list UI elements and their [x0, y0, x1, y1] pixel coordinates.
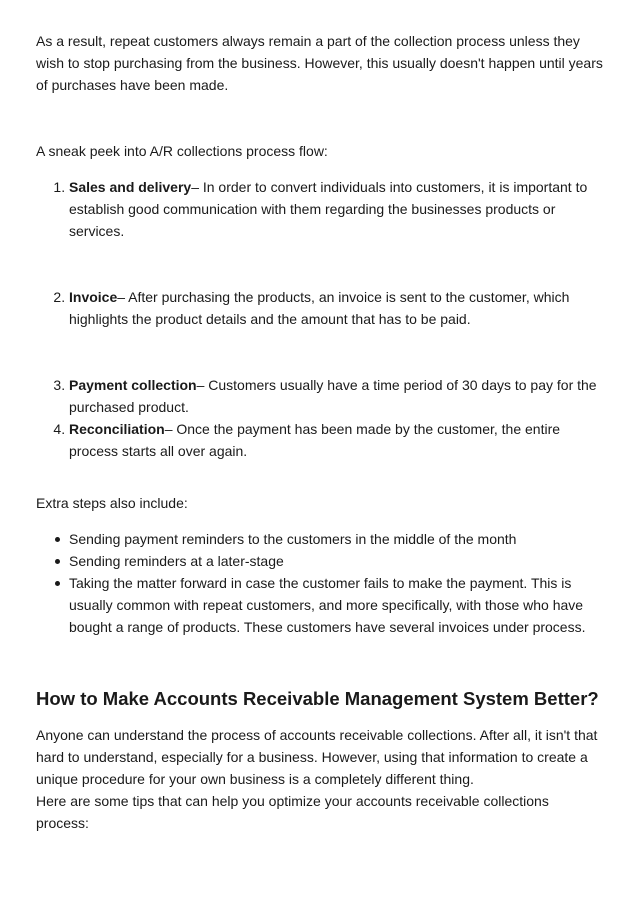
section-heading: How to Make Accounts Receivable Management System Better? [36, 688, 599, 709]
list-item: Sending payment reminders to the customers in the middle of the month [69, 528, 604, 550]
step-term: Payment collection [69, 377, 197, 393]
list-item-sales-delivery [69, 176, 604, 242]
step-term: Invoice [69, 289, 118, 305]
document-page [36, 30, 604, 834]
step-description: – Customers usually have a time period of 30 days to pay for the purchased product. [69, 377, 597, 415]
list-item-reconciliation [69, 418, 604, 462]
step-term: Reconciliation [69, 421, 165, 437]
closing-paragraph-2: Here are some tips that can help you optimize your accounts receivable collections process: [36, 793, 549, 831]
extra-steps-paragraph: Extra steps also include: [36, 495, 188, 511]
extra-steps-list [36, 528, 604, 638]
step-description: – Once the payment has been made by the customer, the entire process starts all over again. [69, 421, 561, 459]
list-item-payment-collection [69, 374, 604, 418]
step-description: – In order to convert individuals into customers, it is important to establish good communication with them regarding the businesses products or services. [69, 179, 588, 239]
closing-paragraph: Anyone can understand the process of accounts receivable collections. After all, it isn't that hard to understand, especially for a business. However, using that information to create a unique procedure for your own business is a completely different thing. [36, 727, 598, 787]
sneak-peek-paragraph: A sneak peek into A/R collections process flow: [36, 143, 328, 159]
step-description: – After purchasing the products, an invoice is sent to the customer, which highlights the product details and the amount that has to be paid. [69, 289, 570, 327]
list-item-invoice [69, 286, 604, 330]
step-term: Sales and delivery [69, 179, 192, 195]
process-steps-list [36, 176, 604, 462]
list-item: Taking the matter forward in case the customer fails to make the payment. This is usually common with repeat customers, and more specifically, with those who have bought a range of products. These customers have several invoices under process. [69, 572, 604, 638]
list-item: Sending reminders at a later-stage [69, 550, 604, 572]
intro-paragraph: As a result, repeat customers always remain a part of the collection process unless they wish to stop purchasing from the business. However, this usually doesn't happen until years of purchases have been made. [36, 33, 603, 93]
